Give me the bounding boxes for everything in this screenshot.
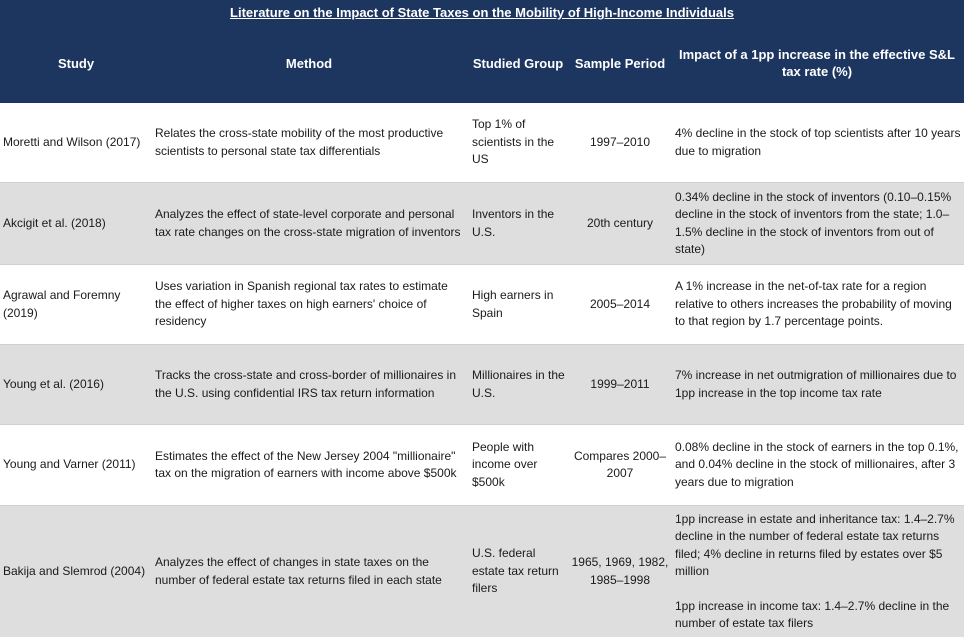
table-title: Literature on the Impact of State Taxes on the Mobility of High-Income Individuals [230,5,734,20]
header-studied-group: Studied Group [472,55,564,71]
study-cell: Agrawal and Foremny (2019) [3,288,121,320]
header-method: Method [285,55,333,71]
study-cell: Young and Varner (2011) [3,457,136,472]
header-impact: Impact of a 1pp increase in the effective S&L tax rate (%) [679,47,955,79]
table-row [0,506,964,637]
group-cell: Inventors in the U.S. [472,207,555,239]
table-row [0,345,964,425]
group-cell: High earners in Spain [472,288,554,320]
method-cell: Analyzes the effect of changes in state taxes on the number of federal estate tax returns filed in each state [155,555,442,587]
method-cell: Uses variation in Spanish regional tax rates to estimate the effect of higher taxes on high earners' choice of residency [155,279,448,329]
table-header [0,0,964,103]
header-study: Study [57,55,95,71]
group-cell: Top 1% of scientists in the US [472,117,555,167]
period-cell: 1997–2010 [589,134,651,149]
impact-cell: 7% increase in net outmigration of millionaires due to 1pp increase in the top income tax rate [675,368,957,400]
impact-cell: 0.08% decline in the stock of earners in the top 0.1%, and 0.04% decline in the stock of millionaires, after 3 years due to migration [675,439,959,489]
table-row [0,265,964,345]
group-cell: People with income over $500k [472,439,538,489]
study-cell: Bakija and Slemrod (2004) [3,563,146,578]
period-cell: 1999–2011 [590,376,650,391]
impact-cell: A 1% increase in the net-of-tax rate for a region relative to others increases the probability of moving to that region by 1.7 percentage points. [675,279,952,329]
study-cell: Young et al. (2016) [3,376,104,391]
table-row [0,425,964,506]
impact-cell: 0.34% decline in the stock of inventors (0.10–0.15% decline in the stock of inventors from the state; 1.0–1.5% decline in the stock of inventors from out of state) [675,189,952,256]
method-cell: Relates the cross-state mobility of the most productive scientists to personal state tax differentials [155,126,444,158]
method-cell: Estimates the effect of the New Jersey 2004 "millionaire" tax on the migration of earners with income above $500k [155,448,457,480]
period-cell: Compares 2000–2007 [573,448,667,480]
group-cell: Millionaires in the U.S. [472,368,565,400]
table-row [0,183,964,265]
impact-income-tax: 1pp increase in income tax: 1.4–2.7% decline in the number of estate tax filers [675,598,950,630]
period-cell: 1965, 1969, 1982, 1985–1998 [571,555,669,587]
impact-estate-tax: 1pp increase in estate and inheritance tax: 1.4–2.7% decline in the number of federal estate tax returns filed; 4% decline in returns filed by estates over $5 million [675,511,955,578]
study-cell: Moretti and Wilson (2017) [3,134,141,149]
study-cell: Akcigit et al. (2018) [3,215,106,230]
period-cell: 2005–2014 [589,296,651,311]
method-cell: Analyzes the effect of state-level corporate and personal tax rate changes on the cross-state migration of inventors [155,207,461,239]
table-row [0,103,964,183]
impact-cell: 4% decline in the stock of top scientists after 10 years due to migration [675,126,961,158]
group-cell: U.S. federal estate tax return filers [472,546,559,596]
period-cell: 20th century [586,215,654,230]
header-sample-period: Sample Period [574,55,666,71]
method-cell: Tracks the cross-state and cross-border of millionaires in the U.S. using confidential IRS tax return information [155,368,456,400]
impact-cell [675,506,963,637]
